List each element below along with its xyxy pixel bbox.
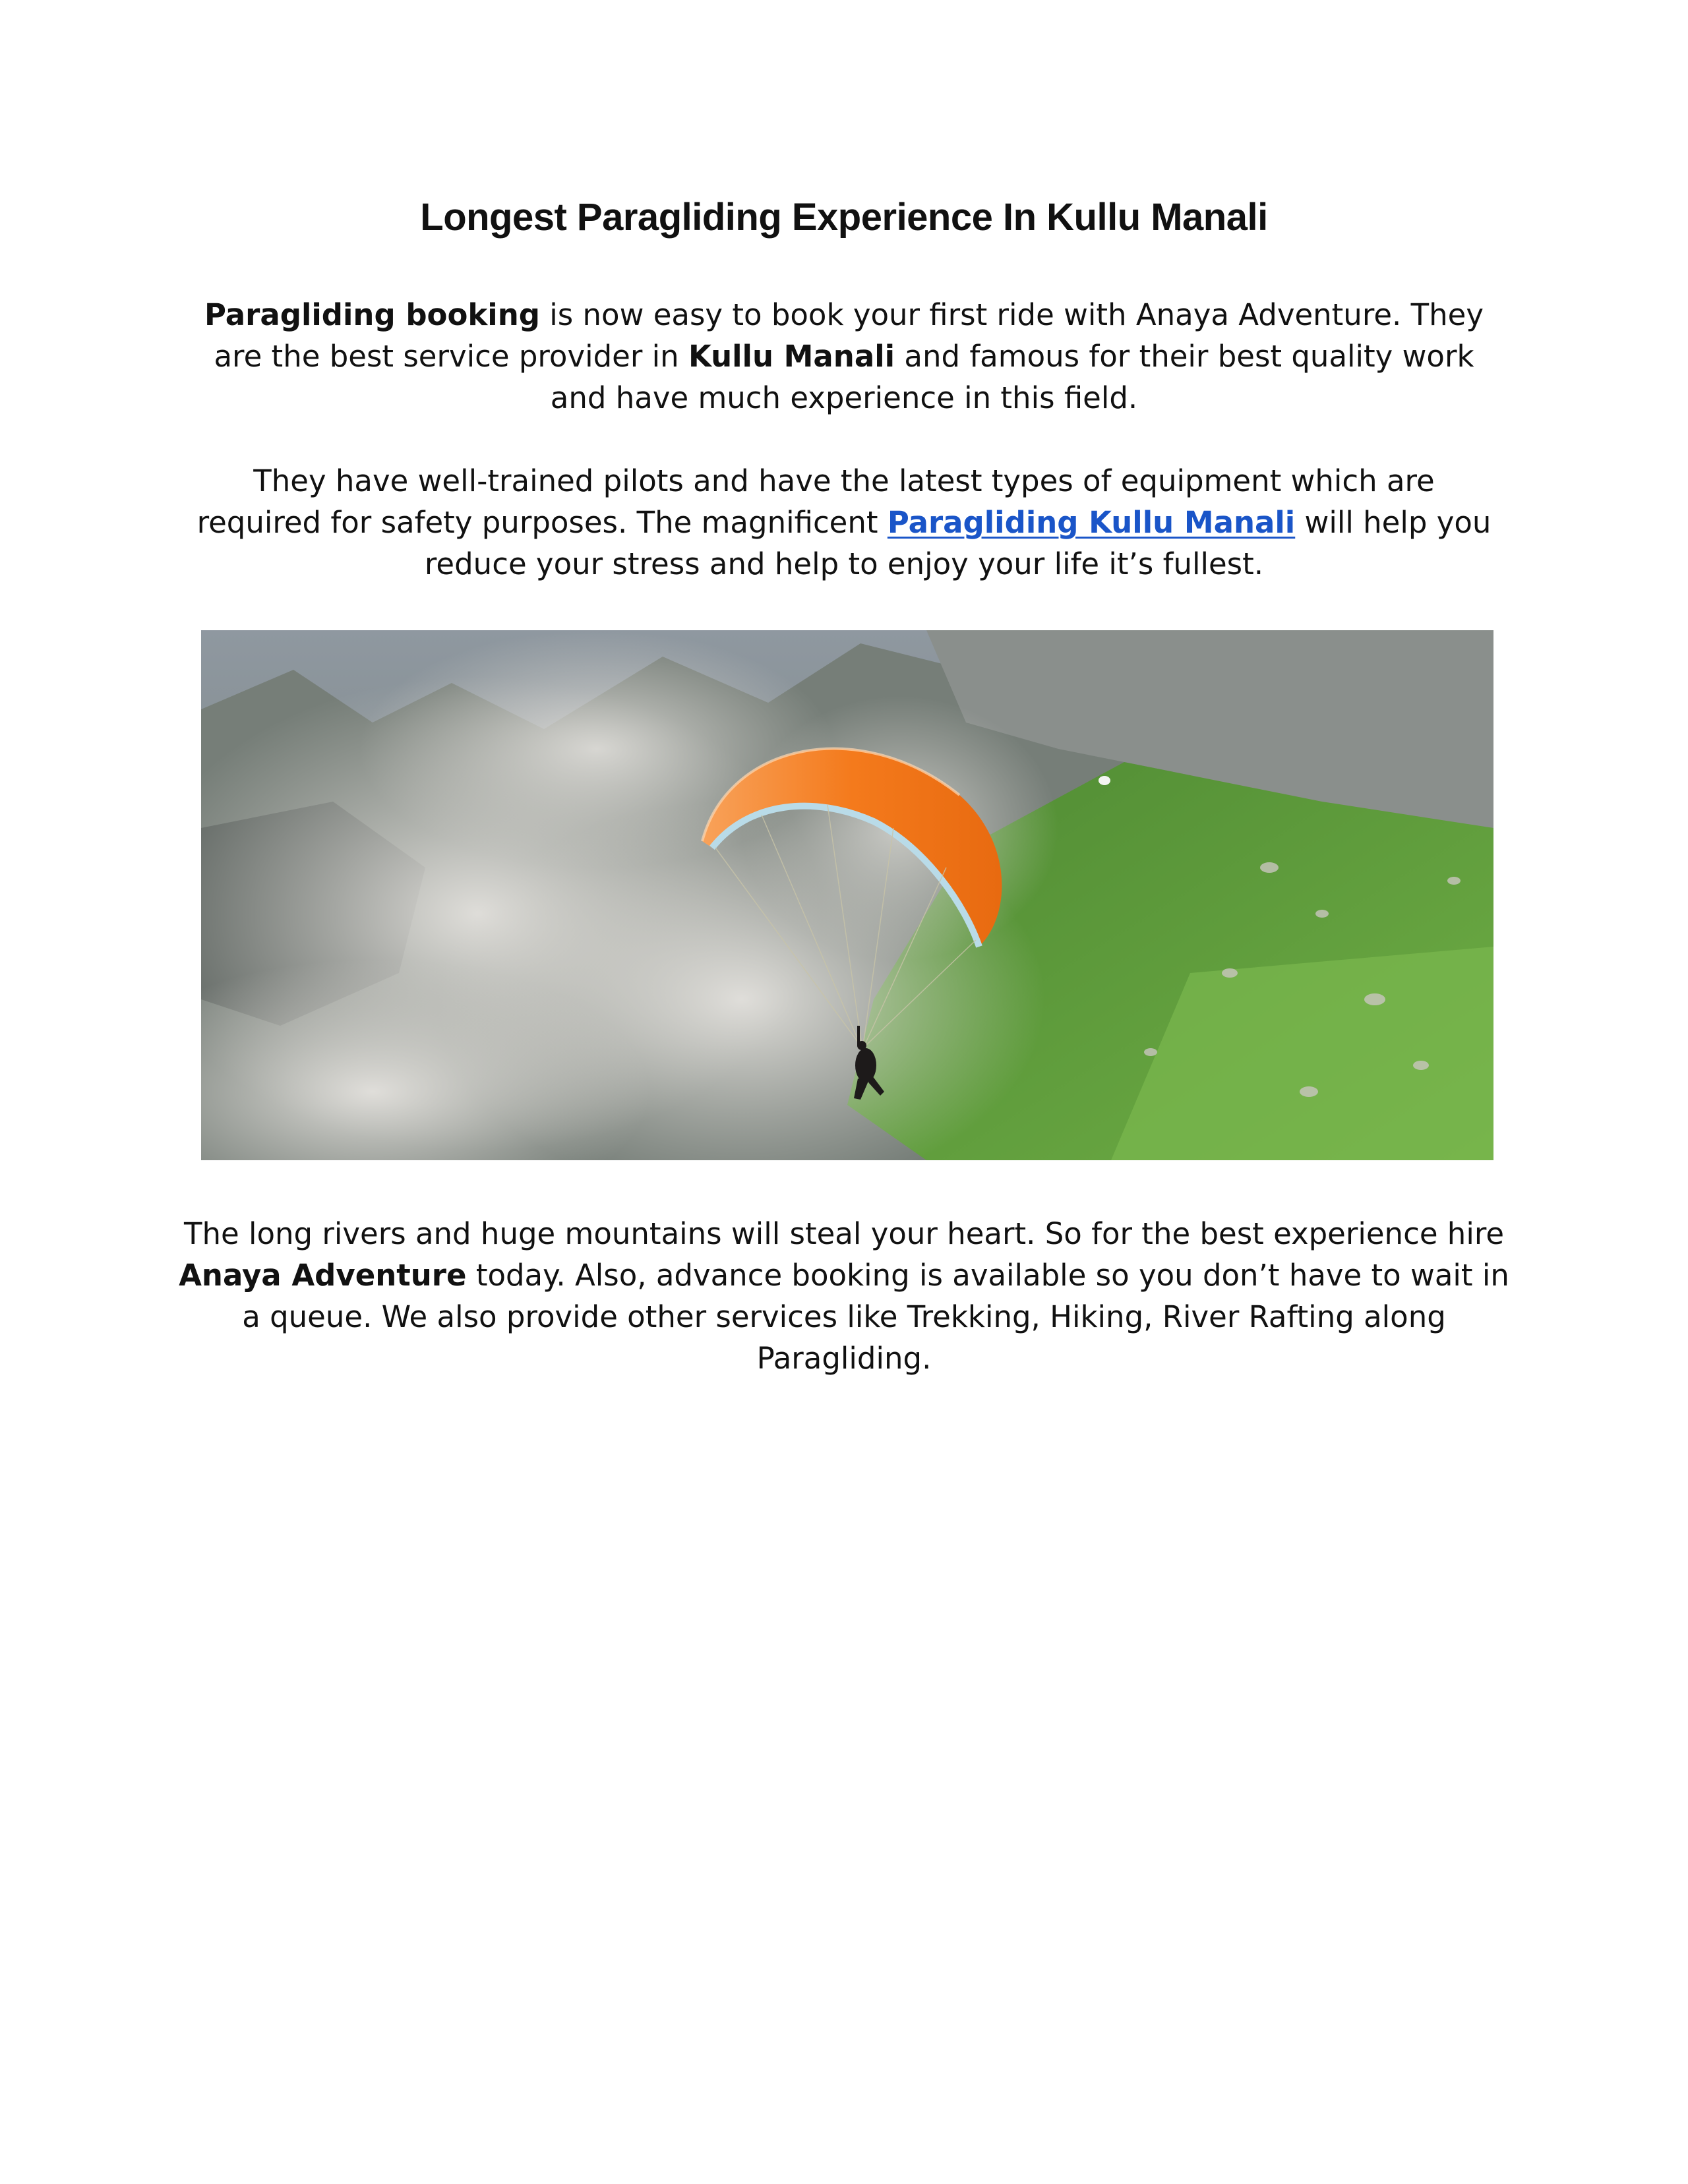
intro-text-b: and famous for their best quality work and have much experience in this field. [550, 339, 1474, 415]
pilots-text-a: They have well-trained pilots and have the latest types of equipment which are required for safety purposes. The magnificent [196, 463, 1435, 540]
intro-text-a: is now easy to book your first ride with Anaya Adventure. They are the best service provider in [214, 297, 1484, 374]
closing-text-a: The long rivers and huge mountains will steal your heart. So for the best experience hire [183, 1216, 1505, 1251]
pilots-text-b: will help you reduce your stress and help to enjoy your life it’s fullest. [424, 505, 1492, 581]
page-title: Longest Paragliding Experience In Kullu Manali [420, 196, 1268, 239]
paraglider-photo [201, 630, 1493, 1160]
bold-paragliding-booking: Paragliding booking [204, 297, 540, 332]
closing-paragraph [178, 1213, 1510, 1379]
closing-text-b: today. Also, advance booking is available so you don’t have to wait in a queue. We also provide other services like Trekking, Hiking, River Rafting along Paragliding. [242, 1258, 1509, 1376]
intro-paragraph [191, 294, 1497, 419]
paragliding-kullu-manali-link[interactable]: Paragliding Kullu Manali [887, 505, 1296, 540]
bold-anaya-adventure: Anaya Adventure [179, 1258, 467, 1293]
pilots-paragraph [191, 460, 1497, 585]
bold-kullu-manali: Kullu Manali [688, 339, 895, 374]
